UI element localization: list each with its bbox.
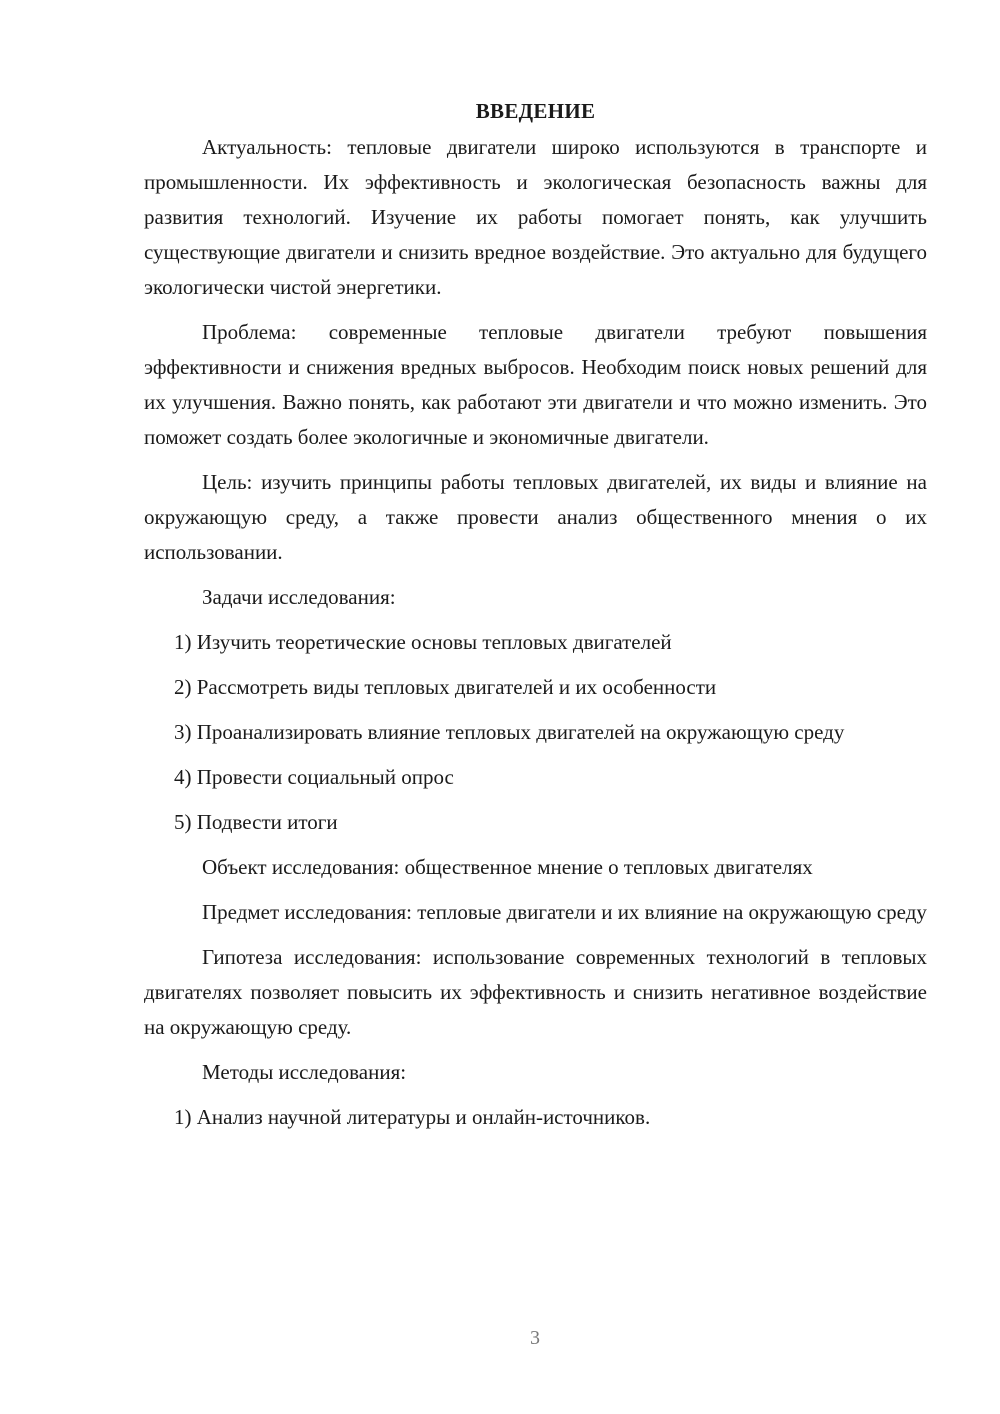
goal-paragraph: Цель: изучить принципы работы тепловых двигателей, их виды и влияние на окружающую среду, а также провести анализ общественного мнения о их использовании. [144, 470, 927, 564]
subject-paragraph: Предмет исследования: тепловые двигатели и их влияние на окружающую среду [202, 900, 927, 924]
document-page [144, 96, 927, 1145]
relevance-paragraph: Актуальность: тепловые двигатели широко используются в транспорте и промышленности. Их эффективность и экологическая безопасность важны для развития технологий. Изучение их работы помогает понять, как улучшить существующие двигатели и снизить вредное воздействие. Это актуально для будущего экологически чистой энергетики. [144, 135, 927, 299]
tasks-heading: Задачи исследования: [202, 585, 396, 609]
task-item-2: 2) Рассмотреть виды тепловых двигателей и их особенности [174, 675, 717, 699]
task-item-5: 5) Подвести итоги [174, 810, 338, 834]
task-item-3: 3) Проанализировать влияние тепловых двигателей на окружающую среду [174, 720, 845, 744]
page-title: ВВЕДЕНИЕ [475, 99, 596, 123]
problem-paragraph: Проблема: современные тепловые двигатели требуют повышения эффективности и снижения вредных выбросов. Необходим поиск новых решений для их улучшения. Важно понять, как работают эти двигатели и что можно изменить. Это поможет создать более экологичные и экономичные двигатели. [144, 320, 927, 449]
task-item-1: 1) Изучить теоретические основы тепловых двигателей [174, 630, 672, 654]
hypothesis-paragraph: Гипотеза исследования: использование современных технологий в тепловых двигателях позволяет повысить их эффективность и снизить негативное воздействие на окружающую среду. [144, 945, 927, 1039]
task-item-4: 4) Провести социальный опрос [174, 765, 454, 789]
methods-heading: Методы исследования: [202, 1060, 407, 1084]
page-number: 3 [530, 1327, 540, 1349]
object-paragraph: Объект исследования: общественное мнение о тепловых двигателях [202, 855, 813, 879]
method-item-1: 1) Анализ научной литературы и онлайн-источников. [174, 1105, 651, 1129]
